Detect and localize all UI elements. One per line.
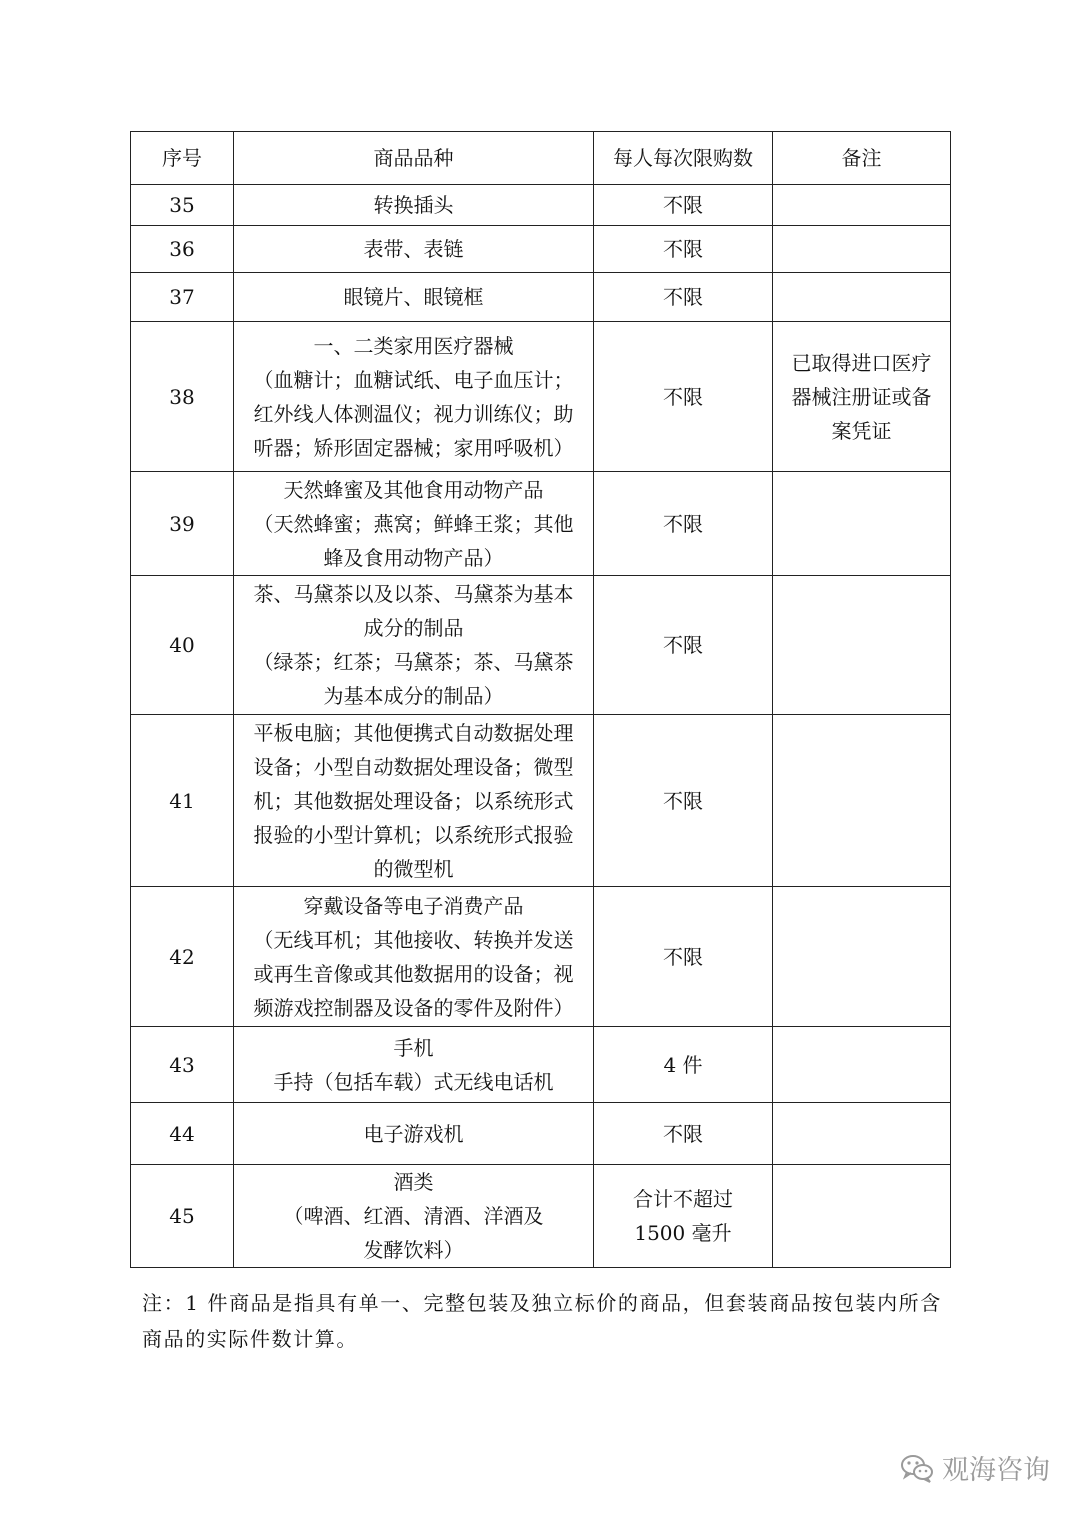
cell-name [234,1027,594,1103]
cell-name [234,273,594,322]
table-row [131,1027,951,1103]
cell-name-line: （血糖计；血糖试纸、电子血压计； [253,367,574,392]
cell-limit [594,226,773,273]
goods-limit-table [130,131,951,1268]
cell-name-line: 为基本成分的制品） [323,684,504,708]
cell-note [773,226,951,273]
cell-limit-line: 不限 [663,1121,703,1146]
cell-name-line: 手机 [393,1035,434,1060]
cell-limit [594,887,773,1027]
cell-no: 36 [131,226,234,273]
cell-no: 43 [131,1027,234,1103]
cell-name-line: 听器；矫形固定器械；家用呼吸机） [253,435,574,460]
cell-limit-line: 不限 [663,384,703,409]
cell-name-line: 穿戴设备等电子消费产品 [303,893,524,918]
cell-limit-line: 4 件 [663,1052,703,1077]
table-header-row [131,132,951,185]
table-row [131,472,951,576]
cell-limit-line: 不限 [663,788,703,813]
cell-note [773,1103,951,1165]
header-limit: 每人每次限购数 [594,132,773,185]
cell-name-line: （绿茶；红茶；马黛茶；茶、马黛茶 [253,650,574,674]
cell-note [773,472,951,576]
cell-no: 44 [131,1103,234,1165]
cell-no: 39 [131,472,234,576]
cell-name-line: 酒类 [393,1170,434,1194]
cell-name [234,226,594,273]
table-body [131,185,951,1268]
cell-name-line: 表带、表链 [363,237,464,261]
cell-note [773,715,951,887]
cell-limit [594,715,773,887]
cell-limit [594,273,773,322]
watermark-text: 观海咨询 [942,1455,1050,1486]
cell-name [234,1103,594,1165]
cell-name [234,185,594,226]
cell-no: 42 [131,887,234,1027]
cell-limit [594,472,773,576]
cell-name-line: 天然蜂蜜及其他食用动物产品 [283,477,544,502]
cell-no: 41 [131,715,234,887]
cell-name-line: 电子游戏机 [363,1121,464,1146]
cell-limit [594,185,773,226]
table-row [131,576,951,715]
header-no: 序号 [131,132,234,185]
cell-note [773,1165,951,1268]
cell-name-line: 频游戏控制器及设备的零件及附件） [253,995,574,1020]
cell-limit [594,1027,773,1103]
cell-note [773,185,951,226]
cell-limit [594,576,773,715]
cell-limit-line: 不限 [663,511,703,536]
footnote-line-1: 注：1 件商品是指具有单一、完整包装及独立标价的商品，但套装商品按包装内所含 [142,1291,942,1315]
cell-note [773,322,951,472]
cell-note-line: 器械注册证或备 [791,384,932,409]
cell-limit-line: 1500 毫升 [634,1221,732,1245]
table-row [131,185,951,226]
cell-name-line: 报验的小型计算机；以系统形式报验 [253,822,574,847]
cell-limit-line: 不限 [663,237,703,261]
cell-name-line: （天然蜂蜜；燕窝；鲜蜂王浆；其他 [253,511,574,536]
table-row [131,1165,951,1268]
cell-name-line: （无线耳机；其他接收、转换并发送 [253,927,574,952]
cell-name [234,576,594,715]
cell-limit [594,1165,773,1268]
cell-no: 45 [131,1165,234,1268]
cell-name [234,322,594,472]
cell-name-line: 一、二类家用医疗器械 [313,333,514,358]
cell-no: 35 [131,185,234,226]
cell-limit-line: 合计不超过 [633,1187,733,1211]
table-row [131,322,951,472]
cell-note [773,273,951,322]
cell-name-line: 机；其他数据处理设备；以系统形式 [253,788,574,813]
watermark [900,1448,1050,1487]
cell-limit-line: 不限 [663,285,703,309]
cell-limit-line: 不限 [663,193,703,217]
table-row [131,1103,951,1165]
cell-name [234,472,594,576]
header-name: 商品品种 [234,132,594,185]
cell-no: 38 [131,322,234,472]
cell-limit [594,1103,773,1165]
table-row [131,273,951,322]
cell-no: 37 [131,273,234,322]
table-row [131,226,951,273]
cell-name-line: 成分的制品 [363,616,464,640]
cell-note [773,1027,951,1103]
cell-name-line: （啤酒、红酒、清酒、洋酒及 [283,1204,544,1228]
cell-limit [594,322,773,472]
cell-name-line: 的微型机 [373,856,454,881]
header-note: 备注 [773,132,951,185]
cell-name-line: 手持（包括车载）式无线电话机 [273,1069,554,1094]
cell-name [234,887,594,1027]
cell-name-line: 平板电脑；其他便携式自动数据处理 [253,720,574,745]
cell-name-line: 红外线人体测温仪；视力训练仪；助 [253,401,574,426]
cell-name-line: 茶、马黛茶以及以茶、马黛茶为基本 [253,582,574,606]
cell-name-line: 眼镜片、眼镜框 [343,285,484,309]
cell-name-line: 或再生音像或其他数据用的设备；视 [253,961,574,986]
cell-note-line: 已取得进口医疗 [791,350,932,375]
footnote-line-2: 商品的实际件数计算。 [142,1327,358,1351]
cell-note [773,887,951,1027]
cell-limit-line: 不限 [663,633,703,657]
cell-name [234,1165,594,1268]
table-row [131,715,951,887]
cell-name-line: 转换插头 [373,193,454,217]
cell-name-line: 蜂及食用动物产品） [323,545,504,570]
cell-name-line: 设备；小型自动数据处理设备；微型 [253,754,574,779]
wechat-icon [900,1453,934,1483]
cell-limit-line: 不限 [663,944,703,969]
cell-no: 40 [131,576,234,715]
table-row [131,887,951,1027]
cell-note [773,576,951,715]
cell-name-line: 发酵饮料） [363,1238,464,1262]
cell-name [234,715,594,887]
footnote [142,1285,952,1357]
cell-note-line: 案凭证 [831,418,892,443]
